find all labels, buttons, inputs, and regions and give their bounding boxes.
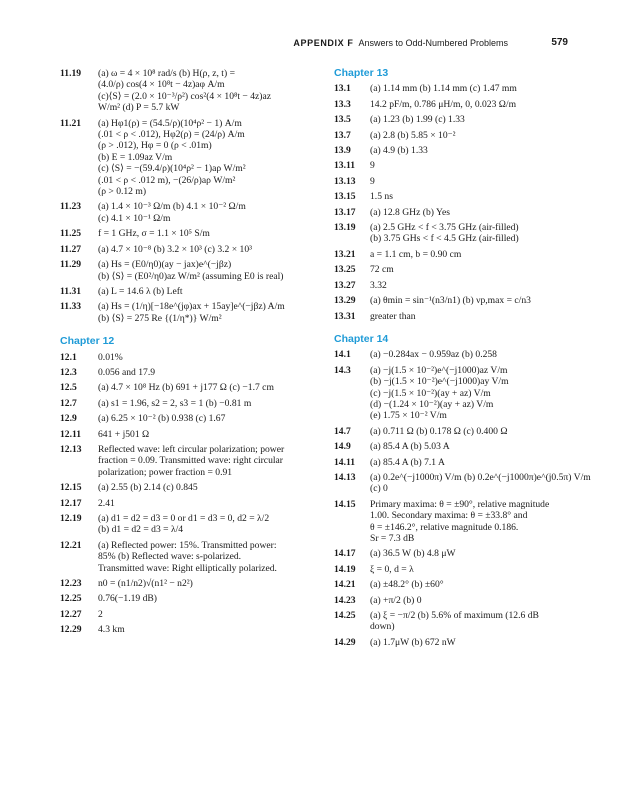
- problem-number: 14.29: [334, 636, 356, 648]
- answer-entry: [334, 280, 584, 291]
- answer-entry: [334, 548, 584, 559]
- answer-line: (a) +π/2 (b) 0: [370, 594, 422, 606]
- answer-text: [98, 482, 328, 493]
- answer-line: (.01 < ρ < .012), Hφ2(ρ) = (24/ρ) A/m: [98, 129, 245, 141]
- answer-entry: [334, 471, 591, 495]
- answer-entry: [60, 228, 328, 239]
- answer-line: (a) −j(1.5 × 10⁻²)e^(−j1000)az V/m: [370, 364, 508, 376]
- problem-number: 13.15: [334, 191, 356, 203]
- answer-line: Sr = 7.3 dB: [370, 533, 415, 544]
- problem-number: 13.5: [334, 114, 351, 126]
- answer-line: (4.0/ρ) cos(4 × 10⁸t − 4z)aφ A/m: [98, 79, 225, 91]
- answer-line: (b) 3.75 GHs < f < 4.5 GHz (air-filled): [370, 233, 519, 245]
- problem-number: 13.17: [334, 206, 356, 218]
- answer-text: [98, 118, 328, 198]
- answer-line: down): [370, 621, 395, 633]
- left-column: [60, 68, 328, 640]
- answer-entry: [60, 118, 328, 198]
- answer-line: (.01 < ρ < .012 m), −(26/ρ)aρ W/m²: [98, 174, 236, 186]
- problem-number: 11.25: [60, 228, 82, 240]
- answer-entry: [334, 457, 584, 468]
- answer-line: (ρ > .012), Hφ = 0 (ρ < .01m): [98, 140, 212, 152]
- answer-entry: [334, 191, 584, 202]
- problem-number: 11.21: [60, 117, 82, 129]
- problem-number: 13.27: [334, 279, 356, 291]
- answer-line: (c) −j(1.5 × 10⁻²)(ay + az) V/m: [370, 387, 491, 399]
- problem-number: 11.31: [60, 285, 82, 297]
- answer-text: [370, 191, 584, 202]
- answer-line: (ρ > 0.12 m): [98, 186, 147, 198]
- answer-text: [370, 222, 584, 245]
- answer-line: (c)⟨S⟩ = (2.0 × 10⁻³/ρ²) cos²(4 × 10⁸t − 4z)az: [98, 90, 271, 102]
- answer-line: 3.32: [370, 279, 387, 291]
- answer-entry: [60, 593, 328, 604]
- answer-entry: [60, 498, 328, 509]
- answer-entry: [60, 578, 328, 589]
- problem-number: 13.7: [334, 129, 351, 141]
- problem-number: 14.1: [334, 349, 351, 361]
- problem-number: 12.5: [60, 382, 77, 394]
- problem-number: 11.27: [60, 243, 82, 255]
- problem-number: 14.13: [334, 471, 356, 483]
- answer-line: (a) 0.711 Ω (b) 0.178 Ω (c) 0.400 Ω: [370, 425, 508, 437]
- answer-text: [370, 365, 584, 422]
- answer-entry: [334, 579, 584, 590]
- answer-line: ξ = 0, d = λ: [370, 563, 414, 575]
- answer-text: [98, 398, 328, 409]
- answer-text: [98, 413, 328, 424]
- answer-line: (a) 2.55 (b) 2.14 (c) 0.845: [98, 482, 198, 494]
- answer-entry: [334, 426, 584, 437]
- answer-text: [370, 264, 584, 275]
- answer-line: 1.00. Secondary maxima: θ = ±33.8° and: [370, 510, 528, 522]
- answer-entry: [60, 413, 328, 424]
- answer-text: [370, 295, 584, 306]
- problem-number: 13.1: [334, 83, 351, 95]
- answer-line: 641 + j501 Ω: [98, 428, 150, 440]
- answer-line: (a) Reflected power: 15%. Transmitted power:: [98, 539, 277, 551]
- appendix-title: Answers to Odd-Numbered Problems: [358, 38, 508, 48]
- answer-text: [370, 499, 584, 545]
- answer-entry: [60, 367, 328, 378]
- answer-entry: [334, 176, 584, 187]
- answer-entry: [60, 201, 328, 224]
- answer-line: (a) 4.7 × 10⁸ Hz (b) 691 + j177 Ω (c) −1.7 cm: [98, 382, 274, 394]
- answer-line: (a) 1.4 × 10⁻³ Ω/m (b) 4.1 × 10⁻² Ω/m: [98, 201, 246, 213]
- chapter-14-heading: Chapter 14: [334, 332, 389, 345]
- chapter-11-answers: [60, 68, 328, 324]
- answer-entry: [334, 114, 584, 125]
- answer-line: 1.5 ns: [370, 191, 393, 203]
- answer-line: (a) −0.284ax − 0.959az (b) 0.258: [370, 349, 497, 361]
- answer-text: [98, 513, 328, 536]
- problem-number: 12.13: [60, 443, 82, 455]
- answer-line: (d) −(1.24 × 10⁻²)(ay + az) V/m: [370, 398, 494, 410]
- answer-line: (b) ⟨S⟩ = (E0²/η0)az W/m² (assuming E0 is real): [98, 270, 284, 282]
- problem-number: 14.11: [334, 456, 356, 468]
- answer-entry: [334, 249, 584, 260]
- problem-number: 11.23: [60, 201, 82, 213]
- answer-line: W/m² (d) P = 5.7 kW: [98, 102, 180, 114]
- answer-line: (a) ω = 4 × 10⁸ rad/s (b) H(ρ, z, t) =: [98, 68, 235, 79]
- answer-entry: [334, 222, 584, 245]
- answer-text: [370, 610, 584, 633]
- answer-text: [370, 160, 584, 171]
- answer-text: [98, 540, 328, 574]
- problem-number: 12.3: [60, 366, 77, 378]
- answer-line: (a) L = 14.6 λ (b) Left: [98, 285, 183, 297]
- chapter-12-heading: Chapter 12: [60, 335, 115, 348]
- answer-text: [370, 472, 591, 495]
- answer-text: [98, 444, 328, 478]
- answer-line: Reflected wave: left circular polarization; power: [98, 443, 285, 455]
- answer-line: 9: [370, 175, 375, 187]
- answer-line: 2.41: [98, 497, 115, 509]
- problem-number: 12.9: [60, 413, 77, 425]
- answer-entry: [60, 482, 328, 493]
- answer-entry: [334, 83, 584, 94]
- answer-line: (a) 36.5 W (b) 4.8 μW: [370, 548, 456, 560]
- answer-line: 4.3 km: [98, 624, 125, 636]
- problem-number: 14.19: [334, 563, 356, 575]
- answer-line: (a) 4.9 (b) 1.33: [370, 145, 428, 157]
- answer-text: [370, 637, 584, 648]
- answer-line: (a) Hs = (E0/η0)(ay − jax)e^(−jβz): [98, 259, 232, 271]
- answer-line: 0.056 and 17.9: [98, 366, 156, 378]
- answer-entry: [334, 311, 584, 322]
- problem-number: 12.17: [60, 497, 82, 509]
- answer-entry: [334, 264, 584, 275]
- problem-number: 14.17: [334, 548, 356, 560]
- answer-line: 9: [370, 160, 375, 172]
- answer-entry: [60, 624, 328, 635]
- problem-number: 14.21: [334, 579, 356, 591]
- problem-number: 14.15: [334, 498, 356, 510]
- answer-line: (a) 85.4 A (b) 5.03 A: [370, 441, 450, 453]
- answer-line: (a) ξ = −π/2 (b) 5.6% of maximum (12.6 dB: [370, 610, 539, 622]
- answer-entry: [60, 382, 328, 393]
- problem-number: 13.3: [334, 98, 351, 110]
- answer-line: (a) s1 = 1.96, s2 = 2, s3 = 1 (b) −0.81 m: [98, 397, 252, 409]
- problem-number: 11.33: [60, 301, 82, 313]
- answer-entry: [334, 441, 584, 452]
- answer-text: [370, 176, 584, 187]
- answer-entry: [334, 564, 584, 575]
- answer-text: [98, 201, 328, 224]
- answer-line: (a) 0.2e^(−j1000π) V/m (b) 0.2e^(−j1000π)e^(j0.5π) V/m: [370, 471, 591, 483]
- problem-number: 13.19: [334, 222, 356, 234]
- right-column: [334, 67, 591, 652]
- problem-number: 12.25: [60, 593, 82, 605]
- chapter-12-answers: [60, 352, 328, 636]
- answer-text: [98, 244, 328, 255]
- problem-number: 13.29: [334, 295, 356, 307]
- answer-line: (a) θmin = sin⁻¹(n3/n1) (b) νp,max = c/n3: [370, 295, 531, 307]
- answer-entry: [60, 609, 328, 620]
- answer-line: 85% (b) Reflected wave: s-polarized.: [98, 551, 242, 563]
- answer-line: n0 = (n1/n2)√(n1² − n2²): [98, 578, 193, 590]
- answer-line: (a) 2.8 (b) 5.85 × 10⁻²: [370, 129, 456, 141]
- answer-line: Transmitted wave: Right elliptically polarized.: [98, 562, 277, 574]
- answer-line: 14.2 pF/m, 0.786 μH/m, 0, 0.023 Ω/m: [370, 98, 517, 110]
- answer-line: 72 cm: [370, 264, 394, 276]
- chapter-14-answers: [334, 349, 591, 648]
- answer-text: [370, 441, 584, 452]
- chapter-13-answers: [334, 83, 584, 322]
- answer-line: fraction = 0.09. Transmitted wave: right circular: [98, 455, 283, 467]
- answer-entry: [334, 637, 584, 648]
- answer-text: [370, 207, 584, 218]
- answer-line: greater than: [370, 310, 416, 322]
- answer-text: [370, 280, 584, 291]
- answer-text: [370, 349, 584, 360]
- answer-line: (e) 1.75 × 10⁻² V/m: [370, 410, 447, 422]
- chapter-13-heading: Chapter 13: [334, 67, 389, 79]
- answer-line: θ = ±146.2°, relative magnitude 0.186.: [370, 521, 519, 533]
- answer-text: [98, 624, 328, 635]
- answer-text: [370, 564, 584, 575]
- answer-entry: [60, 398, 328, 409]
- answer-line: (a) 85.4 A (b) 7.1 A: [370, 456, 445, 468]
- answer-entry: [334, 99, 584, 110]
- answer-text: [98, 578, 328, 589]
- answer-entry: [334, 595, 584, 606]
- answer-line: 0.76(−1.19 dB): [98, 593, 157, 605]
- answer-entry: [60, 286, 328, 297]
- answer-line: (c) 0: [370, 483, 388, 495]
- page-number: 579: [551, 37, 568, 48]
- answer-line: (a) 1.14 mm (b) 1.14 mm (c) 1.47 mm: [370, 83, 517, 95]
- answer-entry: [334, 160, 584, 171]
- answer-entry: [334, 130, 584, 141]
- answer-entry: [334, 349, 584, 360]
- answer-entry: [334, 145, 584, 156]
- answer-entry: [60, 444, 328, 478]
- answer-text: [370, 548, 584, 559]
- problem-number: 14.3: [334, 364, 351, 376]
- answer-line: 2: [98, 608, 103, 620]
- answer-entry: [60, 540, 328, 574]
- answer-line: (b) E = 1.09az V/m: [98, 151, 173, 163]
- problem-number: 13.13: [334, 175, 356, 187]
- page-header: [60, 38, 568, 52]
- answer-line: (a) d1 = d2 = d3 = 0 or d1 = d3 = 0, d2 = λ/2: [98, 513, 270, 524]
- running-title: [293, 38, 508, 48]
- answer-entry: [60, 513, 328, 536]
- answer-line: 0.01%: [98, 351, 123, 363]
- answer-line: (a) 2.5 GHz < f < 3.75 GHz (air-filled): [370, 222, 519, 234]
- problem-number: 12.27: [60, 608, 82, 620]
- answer-line: (a) ±48.2° (b) ±60°: [370, 579, 444, 591]
- answer-line: (a) 1.23 (b) 1.99 (c) 1.33: [370, 114, 465, 126]
- appendix-label: APPENDIX F: [293, 38, 354, 48]
- answer-entry: [334, 295, 584, 306]
- answer-line: (a) 4.7 × 10⁻⁸ (b) 3.2 × 10³ (c) 3.2 × 10³: [98, 243, 253, 255]
- answer-entry: [60, 259, 328, 282]
- answer-text: [98, 382, 328, 393]
- problem-number: 14.9: [334, 441, 351, 453]
- problem-number: 14.25: [334, 610, 356, 622]
- problem-number: 12.1: [60, 351, 77, 363]
- answer-text: [370, 145, 584, 156]
- answer-text: [98, 498, 328, 509]
- problem-number: 12.19: [60, 513, 82, 524]
- answer-text: [370, 595, 584, 606]
- answer-entry: [334, 499, 584, 545]
- problem-number: 13.21: [334, 248, 356, 260]
- problem-number: 12.29: [60, 624, 82, 636]
- answer-line: (b) d1 = d2 = d3 = λ/4: [98, 524, 184, 536]
- answer-text: [370, 249, 584, 260]
- answer-line: Primary maxima: θ = ±90°, relative magnitude: [370, 498, 550, 510]
- answer-line: f = 1 GHz, σ = 1.1 × 10⁵ S/m: [98, 228, 210, 240]
- answer-entry: [60, 244, 328, 255]
- answer-text: [98, 609, 328, 620]
- answer-line: (a) 1.7μW (b) 672 nW: [370, 636, 456, 648]
- answer-text: [370, 426, 584, 437]
- answer-text: [98, 68, 328, 114]
- problem-number: 12.21: [60, 539, 82, 551]
- answer-text: [370, 457, 584, 468]
- problem-number: 11.19: [60, 68, 82, 79]
- problem-number: 14.7: [334, 425, 351, 437]
- problem-number: 13.25: [334, 264, 356, 276]
- answer-text: [98, 593, 328, 604]
- problem-number: 11.29: [60, 259, 82, 271]
- answer-line: (b) ⟨S⟩ = 275 Re {(1/η*)} W/m²: [98, 312, 222, 324]
- problem-number: 12.7: [60, 397, 77, 409]
- problem-number: 12.11: [60, 428, 82, 440]
- answer-text: [370, 311, 584, 322]
- answer-text: [98, 429, 328, 440]
- problem-number: 12.23: [60, 578, 82, 590]
- answer-text: [98, 367, 328, 378]
- answer-text: [98, 286, 328, 297]
- answer-line: (a) Hφ1(ρ) = (54.5/ρ)(10⁴ρ² − 1) A/m: [98, 117, 242, 129]
- answer-entry: [60, 352, 328, 363]
- answer-line: (a) Hs = (1/η)[−18e^(jφ)ax + 15ay]e^(−jβz) A/m: [98, 301, 285, 313]
- answer-text: [98, 301, 328, 324]
- answer-line: (b) −j(1.5 × 10⁻²)e^(−j1000)ay V/m: [370, 376, 509, 388]
- answer-entry: [60, 68, 328, 114]
- problem-number: 13.9: [334, 145, 351, 157]
- answer-text: [370, 83, 584, 94]
- answer-entry: [334, 365, 584, 422]
- answer-entry: [334, 207, 584, 218]
- answer-line: (a) 6.25 × 10⁻² (b) 0.938 (c) 1.67: [98, 413, 226, 425]
- answer-text: [370, 114, 584, 125]
- answer-text: [98, 228, 328, 239]
- answer-text: [98, 259, 328, 282]
- answer-entry: [60, 301, 328, 324]
- answer-line: (c) ⟨S⟩ = −(59.4/ρ)(10⁴ρ² − 1)aρ W/m²: [98, 163, 246, 175]
- answer-text: [98, 352, 328, 363]
- problem-number: 13.31: [334, 310, 356, 322]
- answer-line: polarization; power fraction = 0.91: [98, 466, 233, 478]
- problem-number: 14.23: [334, 594, 356, 606]
- answer-text: [370, 579, 584, 590]
- answer-line: (c) 4.1 × 10⁻¹ Ω/m: [98, 212, 171, 224]
- answer-line: (a) 12.8 GHz (b) Yes: [370, 206, 450, 218]
- answer-text: [370, 99, 584, 110]
- answer-line: a = 1.1 cm, b = 0.90 cm: [370, 248, 462, 260]
- problem-number: 13.11: [334, 160, 356, 172]
- answer-text: [370, 130, 584, 141]
- problem-number: 12.15: [60, 482, 82, 494]
- answer-entry: [60, 429, 328, 440]
- answer-entry: [334, 610, 584, 633]
